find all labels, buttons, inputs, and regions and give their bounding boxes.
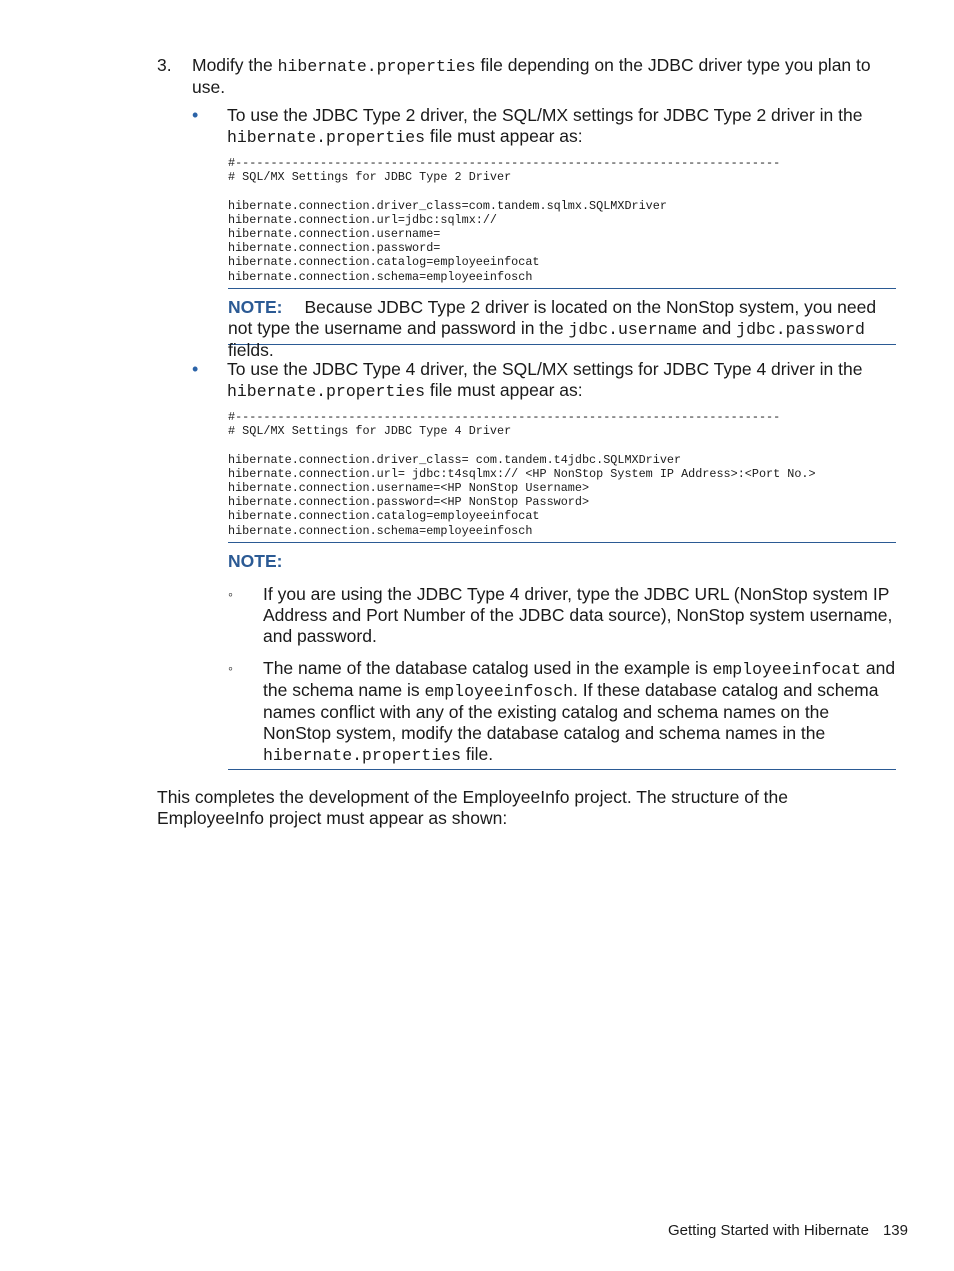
note-text-pre: Because JDBC Type 2 driver is located on the NonStop system, you need not type the username and password in the: [228, 297, 877, 338]
inline-code: jdbc.username: [568, 320, 698, 339]
code-line: hibernate.connection.url=jdbc:sqlmx://: [228, 212, 498, 227]
inline-code: hibernate.properties: [263, 746, 462, 765]
code-line: hibernate.connection.username=<HP NonStop Username>: [228, 481, 590, 496]
note-subitem-2: [228, 658, 896, 766]
code-line: # SQL/MX Settings for JDBC Type 4 Driver: [228, 424, 512, 439]
code-line: hibernate.connection.driver_class=com.tandem.sqlmx.SQLMXDriver: [228, 198, 667, 213]
bullet-text-pre: To use the JDBC Type 4 driver, the SQL/MX settings for JDBC Type 4 driver in the: [227, 359, 863, 379]
inline-code: employeeinfocat: [712, 660, 861, 679]
note-text-mid: and: [697, 318, 737, 338]
subitem-text-post: file.: [461, 744, 494, 764]
step-text-pre: Modify the: [192, 55, 278, 75]
circle-bullet-icon: ◦: [228, 586, 233, 602]
bullet-text: [227, 359, 896, 402]
code-block-type4: [228, 410, 816, 538]
step-number: 3.: [157, 55, 172, 75]
note-subitem-1: [228, 584, 896, 647]
note-box-2: [228, 542, 896, 770]
circle-bullet-icon: ◦: [228, 660, 233, 676]
step-text-post: file depending on the JDBC driver type you plan to use.: [192, 55, 871, 97]
note-box-1: [228, 288, 896, 360]
closing-paragraph: This completes the development of the EmployeeInfo project. The structure of the EmployeeInfo project must appear as shown:: [157, 787, 788, 828]
code-line: # SQL/MX Settings for JDBC Type 2 Driver: [228, 170, 512, 185]
code-line: hibernate.connection.driver_class= com.tandem.t4jdbc.SQLMXDriver: [228, 452, 682, 467]
bullet-type4: [192, 359, 896, 402]
note-label: NOTE:: [228, 551, 283, 571]
inline-code: hibernate.properties: [277, 57, 476, 76]
note-label-row: [228, 543, 896, 572]
page-number: 139: [882, 1222, 908, 1239]
code-line: hibernate.connection.catalog=employeeinfocat: [228, 255, 540, 270]
subitem-text-pre: The name of the database catalog used in the example is: [263, 658, 713, 678]
code-line: hibernate.connection.username=: [228, 227, 441, 242]
bullet-text-post: file must appear as:: [425, 126, 583, 146]
bullet-text-pre: To use the JDBC Type 2 driver, the SQL/MX settings for JDBC Type 2 driver in the: [227, 105, 863, 125]
inline-code: hibernate.properties: [227, 382, 426, 401]
note-text-post: fields.: [228, 340, 274, 360]
note-text: [228, 289, 896, 361]
code-line: hibernate.connection.schema=employeeinfosch: [228, 269, 533, 284]
subitem-text-mid: and the schema name is: [263, 658, 896, 700]
bullet-type2: [192, 105, 896, 148]
bullet-icon: •: [192, 105, 199, 125]
subitem-text: If you are using the JDBC Type 4 driver, type the JDBC URL (NonStop system IP Address and Port Number of the JDBC data source), NonStop system username, and password.: [263, 584, 893, 646]
code-line: hibernate.connection.catalog=employeeinfocat: [228, 509, 540, 524]
footer-title: Getting Started with Hibernate: [668, 1222, 869, 1239]
inline-code: hibernate.properties: [227, 128, 426, 147]
code-line: hibernate.connection.password=<HP NonStop Password>: [228, 495, 590, 510]
code-line: hibernate.connection.password=: [228, 241, 441, 256]
code-line: hibernate.connection.schema=employeeinfosch: [228, 523, 533, 538]
code-line: #-----------------------------------------------------------------------------: [228, 156, 781, 170]
step-3: [157, 55, 897, 98]
bullet-icon: •: [192, 359, 199, 379]
subitem-text-mid2: . If these database catalog and schema names conflict with any of the existing catalog and schema names on the NonStop system, modify the database catalog and schema names in the: [263, 680, 879, 743]
bullet-text-post: file must appear as:: [425, 380, 583, 400]
code-line: hibernate.connection.url= jdbc:t4sqlmx:// <HP NonStop System IP Address>:<Port No.>: [228, 466, 816, 481]
inline-code: employeeinfosch: [424, 682, 573, 701]
code-block-type2: [228, 156, 780, 284]
code-line: #-----------------------------------------------------------------------------: [228, 410, 781, 424]
note-label: NOTE:: [228, 297, 283, 317]
inline-code: jdbc.password: [736, 320, 865, 339]
step-text: [192, 55, 897, 98]
page-footer: [668, 1221, 908, 1241]
bullet-text: [227, 105, 896, 148]
